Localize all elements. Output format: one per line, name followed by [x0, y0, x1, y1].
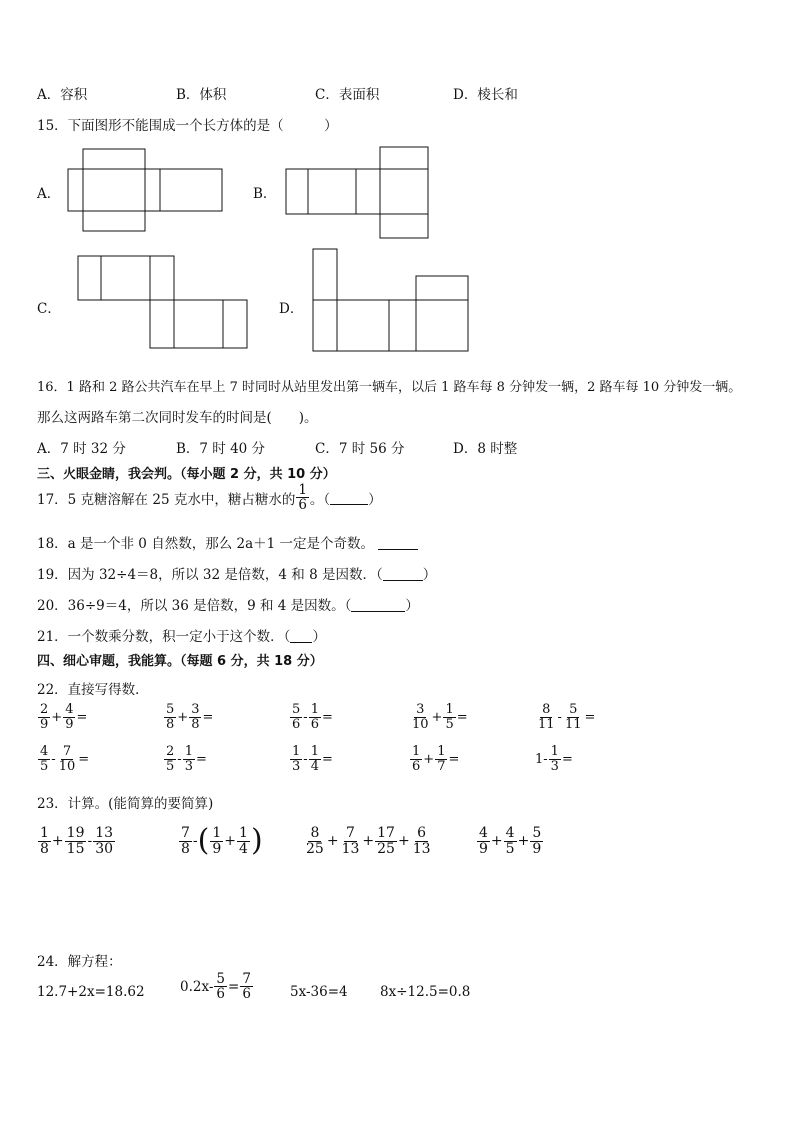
net-a: [68, 149, 222, 231]
q18-stem: 18．a 是一个非 0 自然数，那么 2a＋1 一定是个奇数。: [37, 536, 374, 552]
q19-answer-blank[interactable]: [383, 566, 423, 581]
q22-item: $\frac{1}{6}$ + $\frac{1}{7}$ =: [412, 744, 460, 774]
q17-stem: 17．5 克糖溶解在 25 克水中，糖占糖水的: [37, 491, 296, 508]
q22-row-2: [37, 745, 573, 773]
net-c: [78, 256, 247, 348]
q21-paren-close: ）: [312, 629, 326, 645]
q22-item: $\frac{2}{5}$ - $\frac{1}{3}$ =: [166, 744, 207, 774]
q17-numerator: 1: [298, 482, 307, 498]
q22-item: $\frac{4}{5}$ - $\frac{7}{10}$ =: [40, 744, 90, 774]
q23-expression-3: $\frac{8}{25}$ + $\frac{7}{13}$ + $\frac{17}{25}$ + $\frac{6}{13}$: [306, 825, 431, 857]
q20-paren-close: ）: [405, 598, 419, 614]
q17-answer-blank[interactable]: [330, 490, 368, 505]
q16-option-d: D．8 时整: [453, 441, 518, 457]
q18-answer-blank[interactable]: [378, 535, 418, 550]
q17-paren-close: ）: [368, 491, 382, 508]
net-b: [286, 147, 428, 238]
q17-fraction: [296, 483, 309, 512]
question-23-stem: 23．计算。(能简算的要简算): [37, 796, 214, 812]
option-a: A．容积: [37, 87, 88, 103]
q22-item: 1- $\frac{1}{3}$ =: [535, 744, 573, 774]
q16-option-a: A．7 时 32 分: [37, 441, 126, 457]
net-d: [313, 249, 468, 351]
question-17: [37, 483, 382, 512]
question-24-stem: 24．解方程：: [37, 954, 122, 970]
q15-label-c: C．: [37, 301, 61, 317]
question-20: [37, 594, 419, 614]
q24-equation-1: 12.7+2x=18.62: [37, 984, 145, 1000]
q22-item: $\frac{5}{6}$ - $\frac{1}{6}$ =: [292, 702, 333, 732]
question-18: [37, 532, 418, 552]
q22-item: $\frac{1}{3}$ - $\frac{1}{4}$ =: [292, 744, 333, 774]
option-d: D．棱长和: [453, 87, 518, 103]
q22-item: $\frac{2}{9}$ + $\frac{4}{9}$ =: [40, 702, 88, 732]
q21-stem: 21．一个数乘分数，积一定小于这个数．（: [37, 629, 291, 645]
q20-answer-blank[interactable]: [351, 597, 405, 612]
q19-paren-close: ）: [422, 567, 437, 583]
q23-expression-1: $\frac{1}{8}$ + $\frac{19}{15}$ - $\frac{13}{30}$: [40, 825, 114, 857]
q15-label-a: A．: [37, 186, 61, 202]
q24-equation-3: 5x-36=4: [290, 984, 348, 1000]
q16-option-c: C．7 时 56 分: [315, 441, 405, 457]
question-21: [37, 625, 326, 645]
q22-item: $\frac{5}{8}$ + $\frac{3}{8}$ =: [166, 702, 214, 732]
q24-equation-4: 8x÷12.5=0.8: [380, 984, 471, 1000]
option-c: C．表面积: [315, 87, 380, 103]
question-22-stem: 22．直接写得数．: [37, 682, 149, 698]
q17-paren-open: 。（: [309, 491, 331, 508]
question-16-line1: 16．1 路和 2 路公共汽车在早上 7 时同时从站里发出第一辆车，以后 1 路车每 8 分钟发一辆，2 路车每 10 分钟发一辆。: [37, 380, 742, 395]
q22-item: $\frac{8}{11}$ - $\frac{5}{11}$ =: [538, 702, 596, 732]
q22-row-1: [37, 703, 595, 731]
q23-expression-2: $\frac{7}{8}$ - ( $\frac{1}{9}$ + $\frac{1}{4}$ ): [181, 823, 263, 859]
section-4-heading: 四、细心审题，我能算。（每题 6 分，共 18 分）: [37, 654, 323, 669]
q21-answer-blank[interactable]: [290, 628, 312, 643]
question-16-line2: 那么这两路车第二次同时发车的时间是( )。: [37, 410, 318, 426]
q22-item: $\frac{3}{10}$ + $\frac{1}{5}$ =: [412, 702, 468, 732]
q23-expression-4: $\frac{4}{9}$ + $\frac{4}{5}$ + $\frac{5}{9}$: [479, 825, 542, 857]
section-3-heading: 三、火眼金睛，我会判。（每小题 2 分，共 10 分）: [37, 467, 336, 482]
question-19: [37, 563, 436, 583]
cuboid-nets-figure: [0, 0, 794, 370]
q15-label-b: B．: [253, 186, 277, 202]
q17-denominator: 6: [298, 497, 307, 514]
q19-stem: 19．因为 32÷4＝8，所以 32 是倍数，4 和 8 是因数．（: [37, 567, 383, 583]
q24-equation-2: 0.2x- $\frac{5}{6}$ = $\frac{7}{6}$: [180, 971, 251, 1003]
q16-option-b: B．7 时 40 分: [176, 441, 266, 457]
q20-stem: 20．36÷9＝4，所以 36 是倍数，9 和 4 是因数。（: [37, 598, 352, 614]
option-b: B．体积: [176, 87, 227, 103]
question-15-stem: 15．下面图形不能围成一个长方体的是（ ）: [37, 118, 338, 134]
q15-label-d: D．: [279, 301, 304, 317]
